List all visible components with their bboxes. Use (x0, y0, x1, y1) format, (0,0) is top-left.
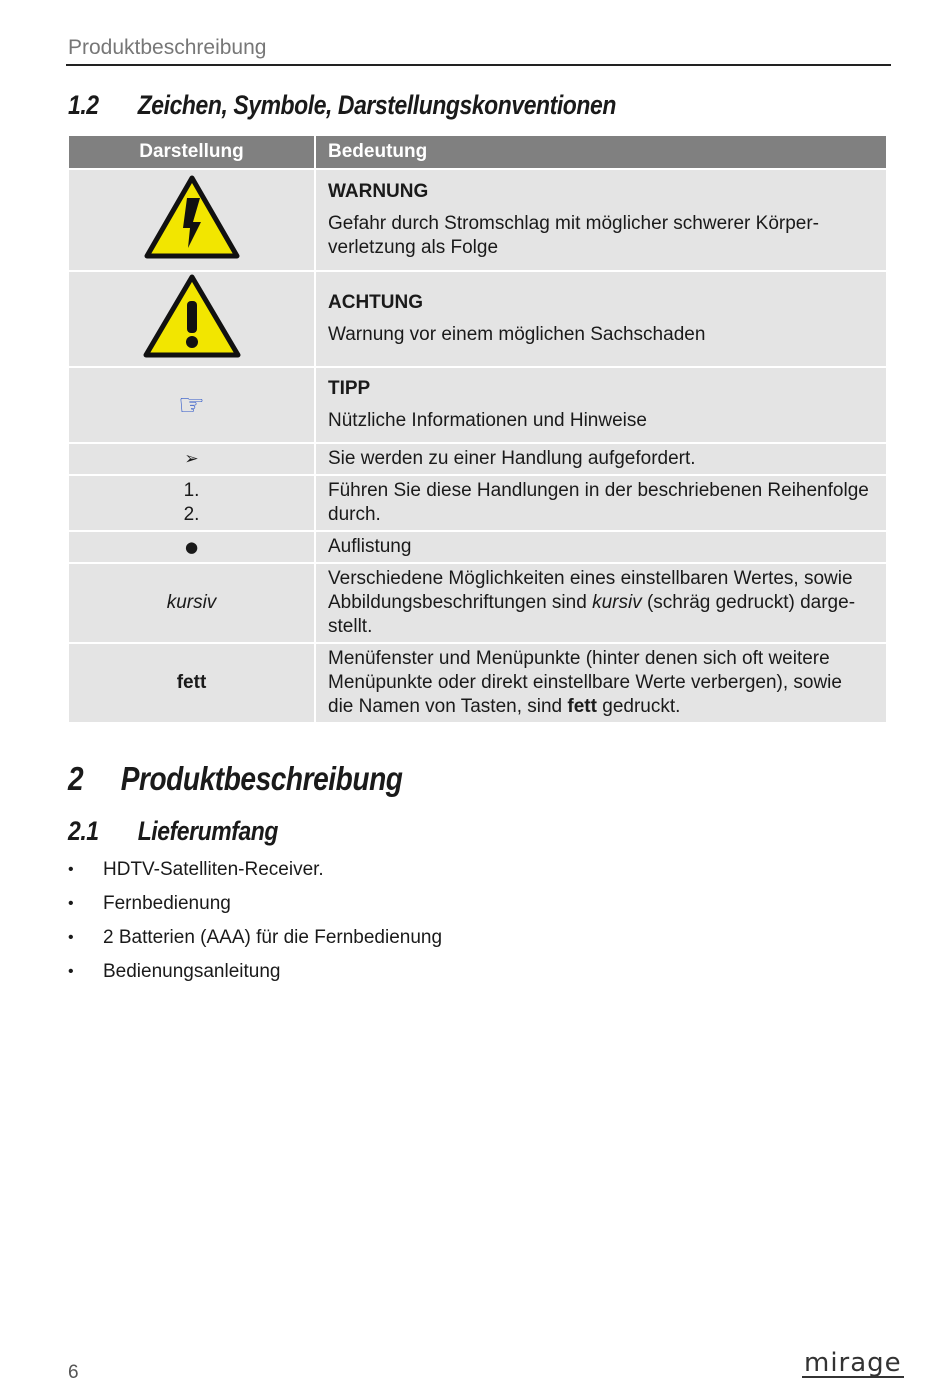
brand-logo: mirage (804, 1348, 902, 1378)
bullet-icon: • (68, 861, 74, 878)
column-header-darstellung: Darstellung (69, 136, 314, 168)
symbol-cell (69, 272, 314, 366)
pointing-hand-icon: ☞ (178, 387, 205, 423)
delivery-contents-list (68, 856, 442, 992)
bullet-icon: • (68, 963, 74, 980)
meaning-cell (316, 170, 886, 270)
section-title: Produktbeschreibung (120, 760, 403, 797)
list-item-text: HDTV-Satelliten-Receiver. (103, 859, 324, 880)
row-text-span: gedruckt. (596, 696, 681, 717)
list-item (68, 890, 442, 924)
row-text-line (328, 591, 874, 615)
bullet-icon: • (68, 895, 74, 912)
meaning-cell (316, 368, 886, 442)
list-item-text: Bedienungsanleitung (103, 961, 281, 982)
step-number: 1. (183, 480, 200, 501)
table-header-row (69, 136, 886, 168)
row-title: WARNUNG (328, 181, 429, 202)
section-heading-2-1 (68, 816, 278, 847)
symbol-cell (69, 532, 314, 562)
italic-example: kursiv (166, 592, 217, 613)
table-row (69, 368, 886, 442)
row-text-line: Menüfenster und Menüpunkte (hinter denen sich oft weitere (328, 648, 830, 669)
row-text-line: Menüpunkte oder direkt einstellbare Werte verbergen), sowie (328, 672, 842, 693)
exclamation-warning-icon (143, 273, 241, 359)
section-heading-1-2 (68, 90, 616, 121)
list-item-text: 2 Batterien (AAA) für die Fernbedienung (103, 927, 443, 948)
italic-word: kursiv (592, 592, 642, 613)
high-voltage-warning-icon (144, 174, 240, 260)
list-item (68, 924, 442, 958)
arrowhead-icon: ➢ (184, 449, 199, 469)
row-text-line: Gefahr durch Stromschlag mit möglicher schwerer Körper- (328, 213, 820, 234)
meaning-cell (316, 272, 886, 366)
page-number: 6 (68, 1362, 79, 1383)
row-text-line: stellt. (328, 616, 373, 637)
list-item-text: Fernbedienung (103, 893, 231, 914)
row-text-span: (schräg gedruckt) darge- (641, 592, 856, 613)
table-row (69, 170, 886, 270)
row-text-span: die Namen von Tasten, sind (328, 696, 568, 717)
bold-example: fett (176, 672, 207, 693)
bullet-icon: ● (184, 538, 199, 556)
meaning-cell (316, 644, 886, 722)
symbol-cell (69, 476, 314, 530)
symbol-cell (69, 444, 314, 474)
row-text-line: Nützliche Informationen und Hinweise (328, 410, 647, 431)
list-item (68, 958, 442, 992)
symbol-cell (69, 644, 314, 722)
row-text-span: Abbildungsbeschriftungen sind (328, 592, 593, 613)
row-title: ACHTUNG (328, 292, 423, 313)
list-item (68, 856, 442, 890)
meaning-cell: Sie werden zu einer Handlung aufgefordert. (316, 444, 886, 474)
section-number: 2 (68, 760, 84, 797)
symbol-cell (69, 170, 314, 270)
column-header-bedeutung: Bedeutung (316, 136, 886, 168)
table-row (69, 476, 886, 530)
conventions-table (67, 134, 888, 724)
row-text-line: Führen Sie diese Handlungen in der beschriebenen Reihenfolge (328, 480, 869, 501)
step-number: 2. (183, 504, 200, 525)
table-row (69, 444, 886, 474)
row-title: TIPP (328, 378, 371, 399)
symbol-cell (69, 564, 314, 642)
running-header: Produktbeschreibung (68, 36, 267, 59)
section-title: Lieferumfang (137, 816, 278, 846)
bullet-icon: • (68, 929, 74, 946)
section-number: 1.2 (68, 90, 99, 120)
meaning-cell (316, 476, 886, 530)
table-row (69, 532, 886, 562)
row-text-line: verletzung als Folge (328, 237, 499, 258)
table-row (69, 644, 886, 722)
row-text-line: Warnung vor einem möglichen Sachschaden (328, 324, 706, 345)
meaning-cell (316, 564, 886, 642)
row-text-line: durch. (328, 504, 381, 525)
section-title: Zeichen, Symbole, Darstellungskonventionen (137, 90, 616, 120)
table-row (69, 564, 886, 642)
section-number: 2.1 (68, 816, 99, 846)
row-text-line (328, 695, 874, 719)
table-row (69, 272, 886, 366)
section-heading-2 (68, 760, 403, 798)
symbol-cell (69, 368, 314, 442)
header-rule (66, 64, 891, 66)
bold-word: fett (567, 696, 597, 717)
meaning-cell: Auflistung (316, 532, 886, 562)
row-text-line: Verschiedene Möglichkeiten eines einstellbaren Wertes, sowie (328, 568, 853, 589)
